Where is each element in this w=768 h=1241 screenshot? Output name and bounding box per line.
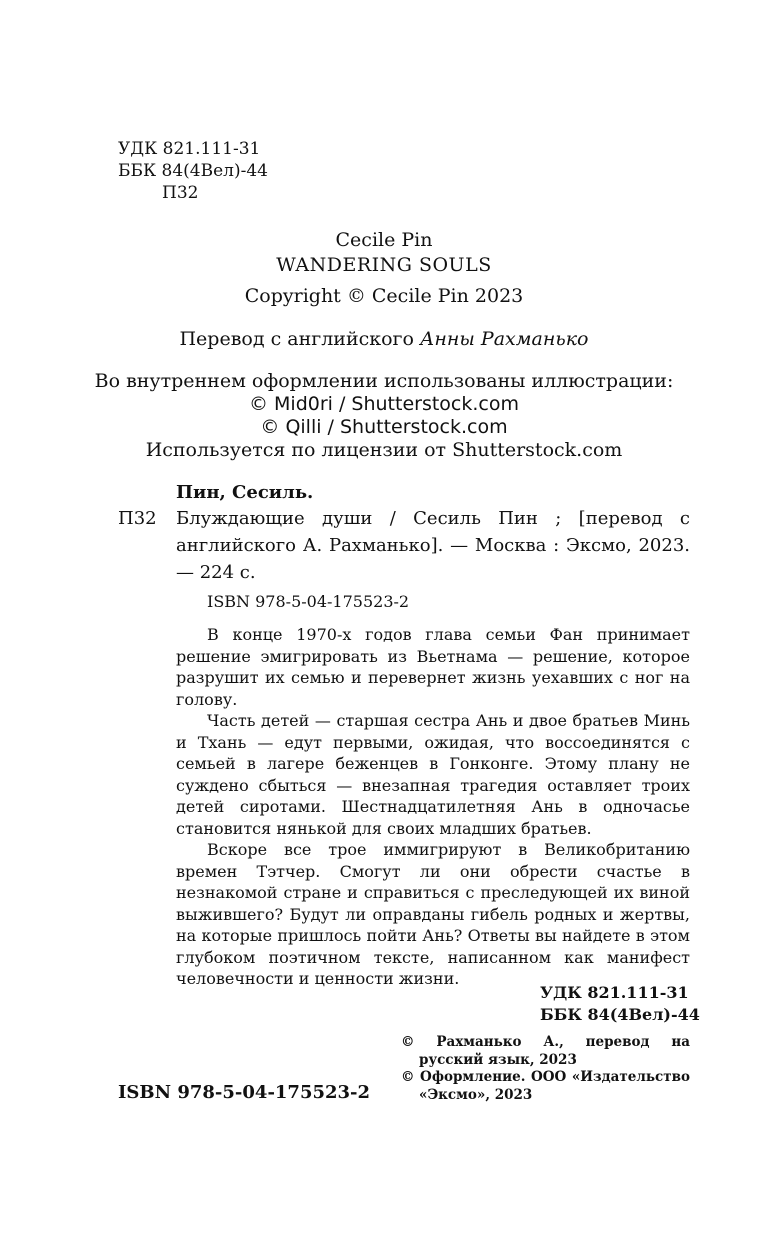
catalog-mark: П32: [118, 508, 157, 529]
isbn-main: ISBN 978-5-04-175523-2: [118, 1082, 371, 1103]
original-title: WANDERING SOULS: [276, 254, 492, 276]
original-author: Cecile Pin: [335, 229, 433, 251]
catalog-author-heading: Пин, Сесиль.: [176, 482, 314, 503]
illustrations-line-4-text: Используется по лицензии от Shutterstock.com: [145, 439, 623, 461]
copyright-design: © Оформление. ООО «Издательство «Эксмо», 2023: [401, 1069, 690, 1103]
copyright-translation: © Рахманько А., перевод на русский язык, 2023: [401, 1034, 690, 1068]
illustrations-line-2: © Mid0ri / Shutterstock.com: [248, 393, 520, 415]
illustrations-line-3: © Qilli / Shutterstock.com: [260, 416, 508, 438]
abstract-paragraph: Часть детей — старшая сестра Ань и двое братьев Минь и Тхань — едут первыми, ожидая, что воссоединятся с семьей в лагере беженцев в Гонконге. Этому плану не суждено сбыться — внезапная трагедия оставляет троих детей сиротами. Шестнадцатилетняя Ань в одночасье становится нянькой для своих младших братьев.: [176, 711, 690, 838]
classification-codes: [118, 138, 268, 204]
abstract-paragraph: В конце 1970-х годов глава семьи Фан принимает решение эмигрировать из Вьетнама — решение, которое разрушит их семью и перевернет жизнь уехавших с ног на голову.: [176, 625, 690, 709]
catalog-isbn: ISBN 978-5-04-175523-2: [207, 592, 410, 611]
illustrations-line-4: [0, 439, 768, 461]
bbk-code: ББК 84(4Вел)-44: [118, 161, 268, 181]
copyright-block: [401, 1034, 690, 1104]
original-copyright: Copyright © Cecile Pin 2023: [244, 285, 524, 307]
udk-code: УДК 821.111-31: [118, 139, 261, 159]
bottom-codes: [540, 982, 700, 1026]
bottom-udk: УДК 821.111-31: [540, 983, 689, 1002]
catalog-description: Блуждающие души / Сесиль Пин ; [перевод с английского А. Рахманько]. — Москва : Эксмо, 2023. — 224 с.: [176, 508, 690, 583]
illustrations-line-1: Во внутреннем оформлении использованы иллюстрации:: [94, 370, 674, 392]
book-abstract: [176, 624, 690, 990]
bottom-bbk: ББК 84(4Вел)-44: [540, 1005, 700, 1024]
translator-name: Анны Рахманько: [420, 328, 589, 350]
abstract-paragraph: Вскоре все трое иммигрируют в Великобританию времен Тэтчер. Смогут ли они обрести счастье в незнакомой стране и справиться с преследующей их виной выжившего? Будут ли оправданы гибель родных и жертвы, на которые пришлось пойти Ань? Ответы вы найдете в этом глубоком поэтичном тексте, написанном как манифест человечности и ценности жизни.: [176, 840, 690, 988]
translation-credit: [0, 328, 768, 350]
author-mark: П32: [162, 183, 199, 203]
translation-prefix: Перевод с английского: [179, 328, 420, 350]
